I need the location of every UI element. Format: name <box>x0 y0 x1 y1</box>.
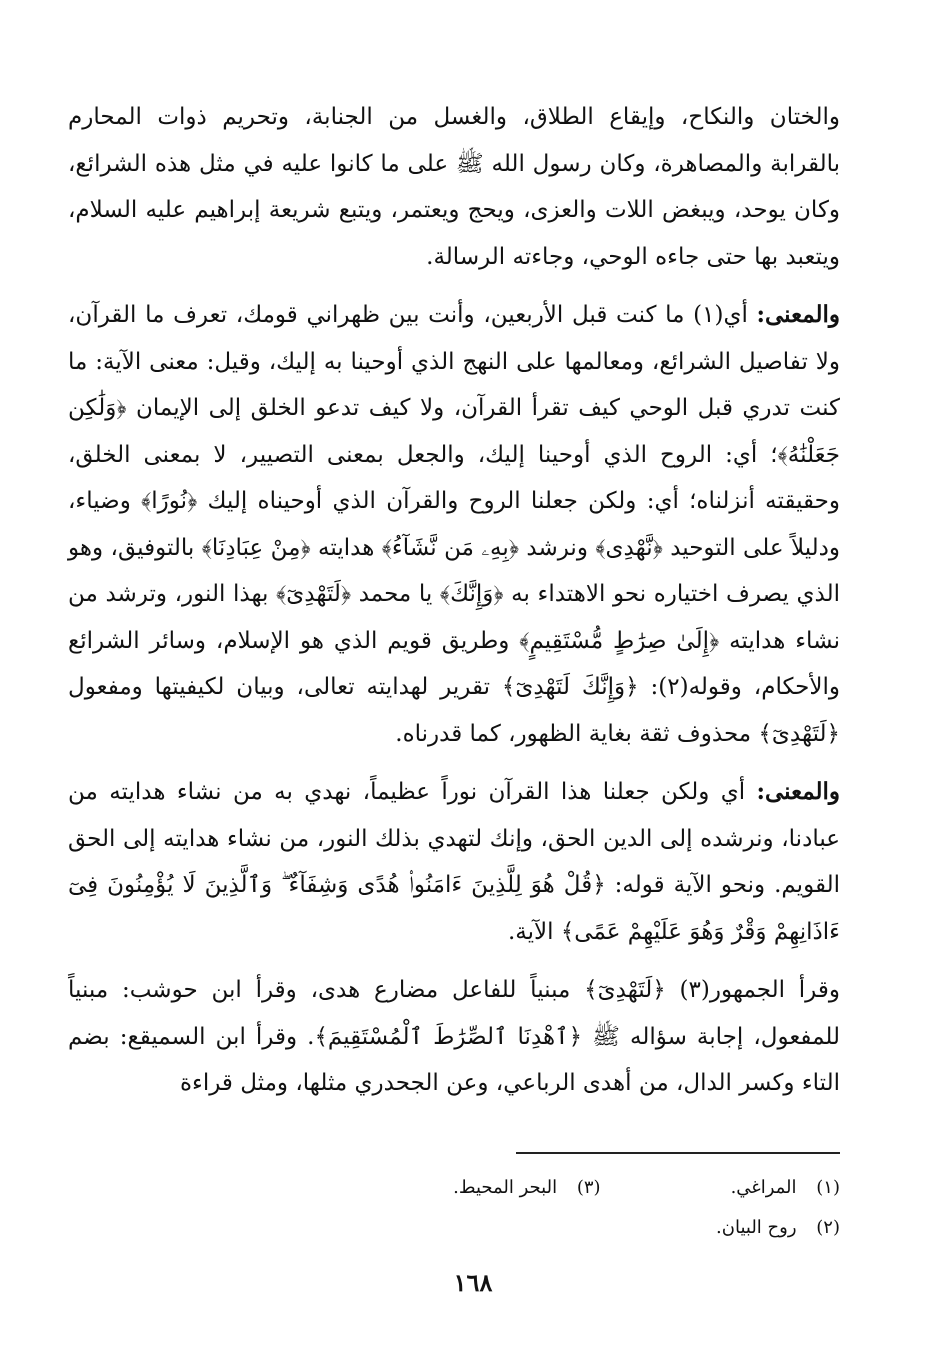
paragraph-4-text: وقرأ الجمهور(٣) ﴿لَتَهْدِىٓ﴾ مبنياً للفاعل مضارع هدى، وقرأ ابن حوشب: مبنياً للمفعول، إجابة سؤاله ﷺ ﴿ٱهْدِنَا ٱلصِّرَٰطَ ٱلْمُسْتَقِيمَ﴾. وقرأ ابن السميقع: بضم التاء وكسر الدال، من أهدى الرباعي، وعن الجحدري مثلها، ومثل قراءة <box>68 977 840 1096</box>
footnote-row-1 <box>280 1168 840 1208</box>
footnote-divider <box>516 1152 840 1154</box>
footnote-1-text: المراغي. <box>730 1177 797 1198</box>
paragraph-1-text: والختان والنكاح، وإيقاع الطلاق، والغسل من الجنابة، وتحريم ذوات المحارم بالقرابة والمصاهرة، وكان رسول الله ﷺ على ما كانوا عليه في مثل هذه الشرائع، وكان يوحد، ويبغض اللات والعزى، ويحج ويعتمر، ويتبع شريعة إبراهيم عليه السلام، ويتعبد بها حتى جاءه الوحي، وجاءته الرسالة. <box>68 104 840 270</box>
footnote-3-text: البحر المحيط. <box>453 1177 558 1198</box>
paragraph-3-lead: والمعنى: <box>756 778 841 805</box>
paragraph-1 <box>68 94 840 280</box>
paragraph-2 <box>68 292 840 757</box>
footnotes <box>280 1168 840 1248</box>
page-number: ١٦٨ <box>453 1268 493 1297</box>
paragraph-2-lead: والمعنى: <box>756 301 841 328</box>
footnote-1-number: (١) <box>816 1177 840 1198</box>
paragraph-2-text: أي(١) ما كنت قبل الأربعين، وأنت بين ظهراني قومك، تعرف ما القرآن، ولا تفاصيل الشرائع، ومعالمها على النهج الذي أوحينا به إليك، وقيل: معنى الآية: ما كنت تدري قبل الوحي كيف تقرأ القرآن، ولا كيف تدعو الخلق إلى الإيمان ﴿وَلَٰكِن جَعَلْنَٰهُ﴾؛ أي: الروح الذي أوحينا إليك، والجعل بمعنى التصيير، لا بمعنى الخلق، وحقيقته أنزلناه؛ أي: ولكن جعلنا الروح والقرآن الذي أوحيناه إليك ﴿نُورًا﴾ وضياء، ودليلاً على التوحيد ﴿نَّهْدِى﴾ ونرشد ﴿بِهِۦ مَن نَّشَآءُ﴾ هدايته ﴿مِنْ عِبَادِنَا﴾ بالتوفيق، وهو الذي يصرف اختياره نحو الاهتداء به ﴿وَإِنَّكَ﴾ يا محمد ﴿لَتَهْدِىٓ﴾ بهذا النور، وترشد من نشاء هدايته ﴿إِلَىٰ صِرَٰطٍ مُّسْتَقِيمٍ﴾ وطريق قويم الذي هو الإسلام، وسائر الشرائع والأحكام، وقوله(٢): ﴿وَإِنَّكَ لَتَهْدِىٓ﴾ تقرير لهدايته تعالى، وبيان لكيفيتها ومفعول ﴿لَتَهْدِىٓ﴾ محذوف ثقة بغاية الظهور، كما قدرناه. <box>68 302 840 747</box>
page-body <box>68 94 840 1107</box>
footnote-2 <box>716 1208 840 1248</box>
footnote-row-2 <box>280 1208 840 1248</box>
paragraph-3 <box>68 769 840 955</box>
footnote-3 <box>453 1168 600 1208</box>
footnote-1 <box>731 1168 840 1208</box>
paragraph-4 <box>68 967 840 1107</box>
paragraph-3-text: أي ولكن جعلنا هذا القرآن نوراً عظيماً، نهدي به من نشاء هدايته من عبادنا، ونرشده إلى الدين الحق، وإنك لتهدي بذلك النور، من نشاء هدايته إلى الحق القويم. ونحو الآية قوله: ﴿قُلْ هُوَ لِلَّذِينَ ءَامَنُوا۟ هُدًى وَشِفَآءٌ ۖ وَٱلَّذِينَ لَا يُؤْمِنُونَ فِىٓ ءَاذَانِهِمْ وَقْرٌ وَهُوَ عَلَيْهِمْ عَمًى﴾ الآية. <box>68 779 840 945</box>
footnote-2-number: (٢) <box>816 1217 840 1238</box>
footnote-3-number: (٣) <box>576 1177 601 1198</box>
footnote-2-text: روح البيان. <box>716 1217 797 1238</box>
